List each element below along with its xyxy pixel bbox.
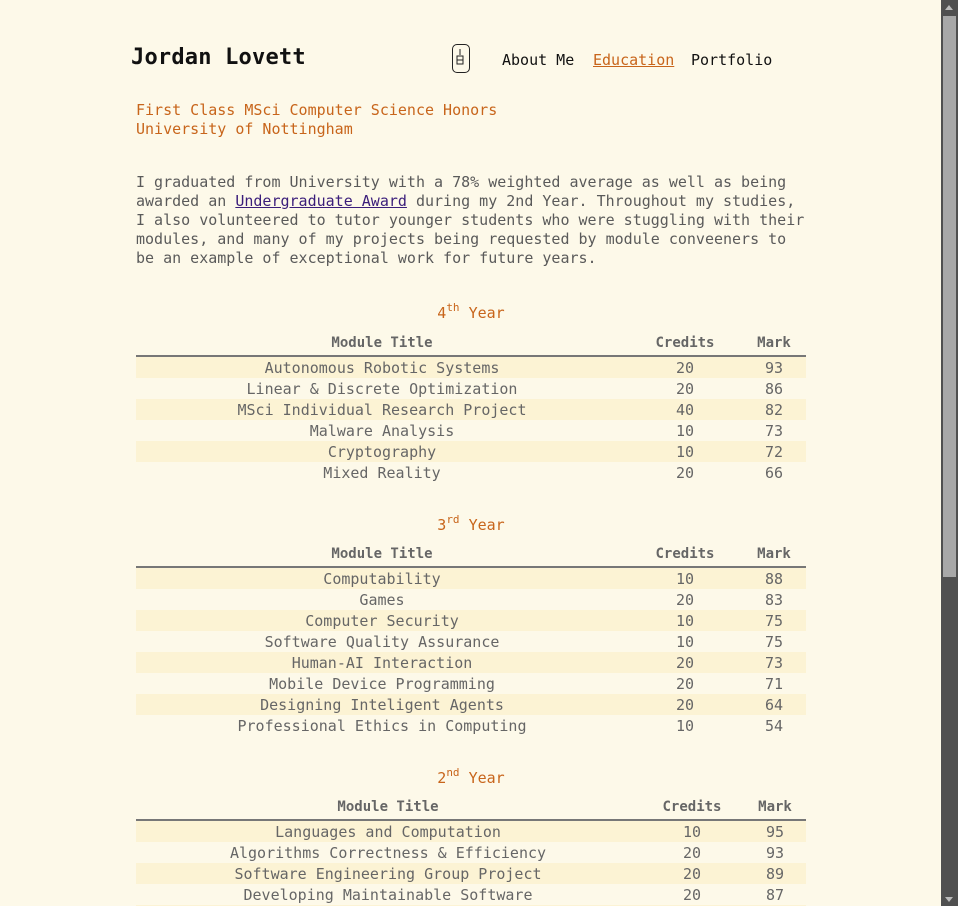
module-credits: 10 [675,632,695,651]
degree-info [136,101,497,139]
module-mark: 72 [764,442,784,461]
header-credits: Credits [628,335,742,356]
year-heading-3 [136,514,806,534]
table-row [136,652,806,673]
module-credits: 10 [675,569,695,588]
year-number: 2 [437,769,447,787]
module-title: Computability [323,569,441,588]
module-title: Professional Ethics in Computing [237,716,527,735]
scroll-down-arrow-icon[interactable] [945,897,953,902]
table-header-row [136,546,806,567]
site-title: Jordan Lovett [131,45,306,70]
table-row [136,610,806,631]
module-credits: 20 [682,843,702,862]
table-row [136,631,806,652]
header-mark: Mark [744,799,806,820]
intro-text-end: during my 2nd Year. Throughout my studies, I also volunteered to tutor younger students who were stuggling with their modules, and many of my projects being requested by module conveeners to be an example of exceptional work for future years. [136,192,805,267]
module-credits: 40 [675,400,695,419]
module-mark: 75 [764,632,784,651]
module-mark: 89 [765,864,785,883]
module-title: Malware Analysis [309,421,455,440]
year-heading-4 [136,302,806,322]
table-row [136,842,806,863]
module-mark: 93 [764,358,784,377]
module-mark: 64 [764,695,784,714]
scrollbar-thumb[interactable] [943,16,956,577]
modules-table-year-3 [136,546,806,736]
module-title: Designing Inteligent Agents [260,695,504,714]
undergraduate-award-link[interactable]: Undergraduate Award [235,192,407,210]
module-credits: 20 [675,653,695,672]
module-mark: 82 [764,400,784,419]
table-row [136,715,806,736]
intro-text-start: I graduated from University with a 78% weighted average as well as being awarded an [136,173,787,210]
table-row [136,441,806,462]
year-suffix: rd [446,513,460,526]
module-mark: 75 [764,611,784,630]
module-credits: 20 [675,695,695,714]
module-mark: 54 [764,716,784,735]
table-row [136,378,806,399]
module-title: Mobile Device Programming [269,674,495,693]
table-row [136,884,806,905]
module-credits: 10 [682,822,702,841]
table-row [136,356,806,378]
table-row [136,462,806,483]
module-title: Languages and Computation [275,822,501,841]
table-row [136,420,806,441]
module-mark: 87 [765,885,785,904]
module-mark: 73 [764,421,784,440]
mobile-phone-icon[interactable] [452,44,470,73]
year-suffix: th [446,301,460,314]
module-mark: 73 [764,653,784,672]
module-title: Cryptography [327,442,437,461]
intro-paragraph [136,173,808,268]
vertical-scrollbar[interactable] [941,0,958,906]
module-title: Human-AI Interaction [291,653,473,672]
modules-table-year-4 [136,335,806,483]
table-row [136,567,806,589]
module-title: Mixed Reality [323,463,441,482]
module-title: Computer Security [305,611,459,630]
module-mark: 93 [765,843,785,862]
module-credits: 20 [675,463,695,482]
module-mark: 95 [765,822,785,841]
module-title: Algorithms Correctness & Efficiency [229,843,547,862]
module-mark: 83 [764,590,784,609]
nav-portfolio[interactable]: Portfolio [691,51,773,69]
module-title: Software Quality Assurance [264,632,500,651]
module-title: Games [359,590,405,609]
module-mark: 88 [764,569,784,588]
university-name: University of Nottingham [136,120,353,138]
module-title: Software Engineering Group Project [234,864,542,883]
year-number: 4 [437,304,447,322]
table-header-row [136,799,806,820]
year-suffix: nd [446,766,460,779]
modules-table-year-2 [136,799,806,906]
module-credits: 20 [675,379,695,398]
module-credits: 20 [675,590,695,609]
nav-about-me[interactable]: About Me [502,51,575,69]
table-row [136,589,806,610]
module-credits: 20 [682,864,702,883]
table-row [136,673,806,694]
header-mark: Mark [742,335,806,356]
year-label: Year [468,769,505,787]
header-mark: Mark [742,546,806,567]
scroll-up-arrow-icon[interactable] [945,5,953,10]
module-title: Developing Maintainable Software [243,885,533,904]
header-module-title: Module Title [136,799,640,820]
year-label: Year [468,516,505,534]
module-title: Autonomous Robotic Systems [264,358,500,377]
header-credits: Credits [640,799,744,820]
degree-title: First Class MSci Computer Science Honors [136,101,498,119]
module-credits: 10 [675,611,695,630]
module-title: Linear & Discrete Optimization [246,379,518,398]
table-row [136,820,806,842]
table-row [136,863,806,884]
module-credits: 20 [675,358,695,377]
header-module-title: Module Title [136,546,628,567]
table-row [136,694,806,715]
header-credits: Credits [628,546,742,567]
year-number: 3 [437,516,447,534]
module-credits: 20 [675,674,695,693]
table-row [136,399,806,420]
year-heading-2 [136,767,806,787]
header-module-title: Module Title [136,335,628,356]
module-mark: 71 [764,674,784,693]
module-mark: 66 [764,463,784,482]
year-label: Year [468,304,505,322]
module-credits: 10 [675,716,695,735]
module-credits: 10 [675,421,695,440]
module-credits: 20 [682,885,702,904]
nav-education[interactable]: Education [593,51,675,69]
module-title: MSci Individual Research Project [237,400,527,419]
module-credits: 10 [675,442,695,461]
table-header-row [136,335,806,356]
module-mark: 86 [764,379,784,398]
